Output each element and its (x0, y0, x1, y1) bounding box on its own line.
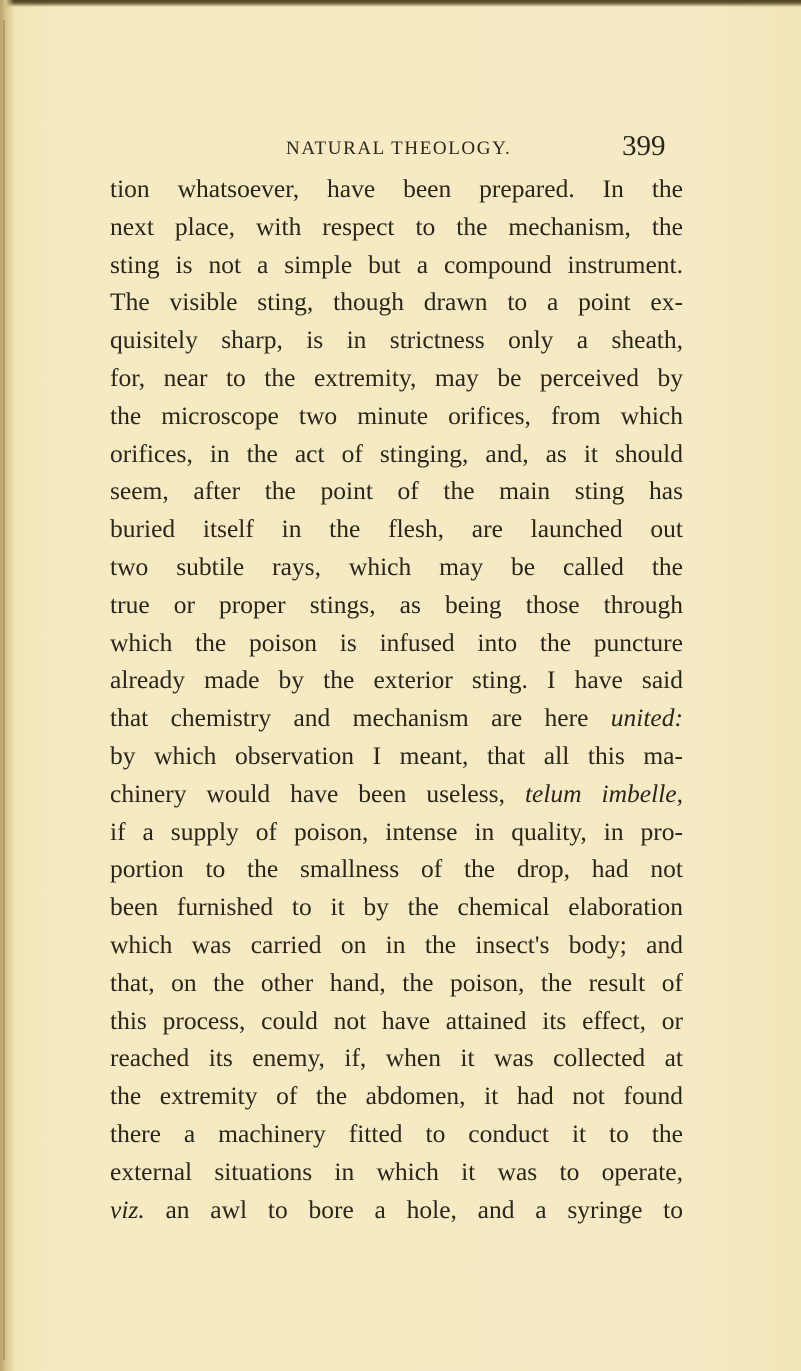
text-line (110, 586, 683, 624)
text-line (110, 964, 683, 1002)
text-segment: that, on the other hand, the poison, the result of (110, 967, 683, 997)
text-segment: the microscope two minute orifices, from which (110, 400, 683, 430)
text-segment: external situations in which it was to operate, (110, 1156, 683, 1186)
text-line (110, 926, 683, 964)
text-segment: this process, could not have attained its effect, or (110, 1005, 683, 1035)
text-segment: been furnished to it by the chemical elaboration (110, 892, 683, 922)
italic-text: viz. (110, 1194, 145, 1224)
text-segment: tion whatsoever, have been prepared. In the (110, 174, 683, 203)
text-line (110, 850, 683, 888)
text-segment: quisitely sharp, is in strictness only a sheath, (110, 325, 683, 355)
text-line (110, 208, 683, 246)
text-line (110, 813, 683, 851)
text-segment: for, near to the extremity, may be perceived by (110, 362, 683, 392)
text-line (110, 1191, 683, 1229)
text-segment: sting is not a simple but a compound instrument. (110, 249, 683, 279)
text-segment: an awl to bore a hole, and a syringe to (144, 1194, 683, 1224)
text-segment: by which observation I meant, that all this ma- (110, 740, 683, 770)
text-line (110, 1115, 683, 1153)
text-line (110, 435, 683, 473)
text-line (110, 737, 683, 775)
text-segment: next place, with respect to the mechanism, the (110, 211, 683, 241)
page-number: 399 (622, 130, 666, 162)
body-text (110, 170, 683, 1228)
italic-text: united: (610, 703, 683, 733)
text-line (110, 1039, 683, 1077)
text-segment: seem, after the point of the main sting has (110, 476, 683, 506)
running-head: NATURAL THEOLOGY. (286, 138, 512, 159)
text-segment: that chemistry and mechanism are here (110, 703, 611, 733)
page-header (0, 126, 801, 166)
text-segment: buried itself in the flesh, are launched out (110, 514, 683, 544)
text-segment: portion to the smallness of the drop, had not (110, 854, 683, 884)
text-line (110, 472, 683, 510)
text-line (110, 246, 683, 284)
text-line (110, 321, 683, 359)
text-segment: already made by the exterior sting. I have said (110, 665, 683, 695)
text-line (110, 1002, 683, 1040)
text-line (110, 661, 683, 699)
text-line (110, 888, 683, 926)
gutter-line (3, 20, 5, 1360)
text-segment: there a machinery fitted to conduct it to the (110, 1118, 683, 1148)
text-line (110, 699, 683, 737)
text-line (110, 775, 683, 813)
text-segment: true or proper stings, as being those through (110, 589, 683, 619)
text-line (110, 1077, 683, 1115)
text-line (110, 624, 683, 662)
text-segment: which was carried on in the insect's body; and (110, 929, 683, 959)
text-segment: orifices, in the act of stinging, and, as it should (110, 438, 683, 468)
text-line (110, 1153, 683, 1191)
text-line (110, 510, 683, 548)
text-segment: which the poison is infused into the puncture (110, 627, 683, 657)
page-top-edge (0, 0, 801, 7)
text-segment: if a supply of poison, intense in quality, in pro- (110, 816, 683, 846)
italic-text: telum imbelle, (524, 778, 683, 808)
text-segment: chinery would have been useless, (110, 778, 525, 808)
text-segment: reached its enemy, if, when it was collected at (110, 1043, 683, 1073)
text-segment: two subtile rays, which may be called the (110, 551, 683, 581)
text-line (110, 397, 683, 435)
text-line (110, 548, 683, 586)
text-segment: The visible sting, though drawn to a point ex- (110, 287, 683, 317)
text-line (110, 359, 683, 397)
text-line (110, 170, 683, 208)
text-segment: the extremity of the abdomen, it had not found (110, 1081, 683, 1111)
text-line (110, 283, 683, 321)
